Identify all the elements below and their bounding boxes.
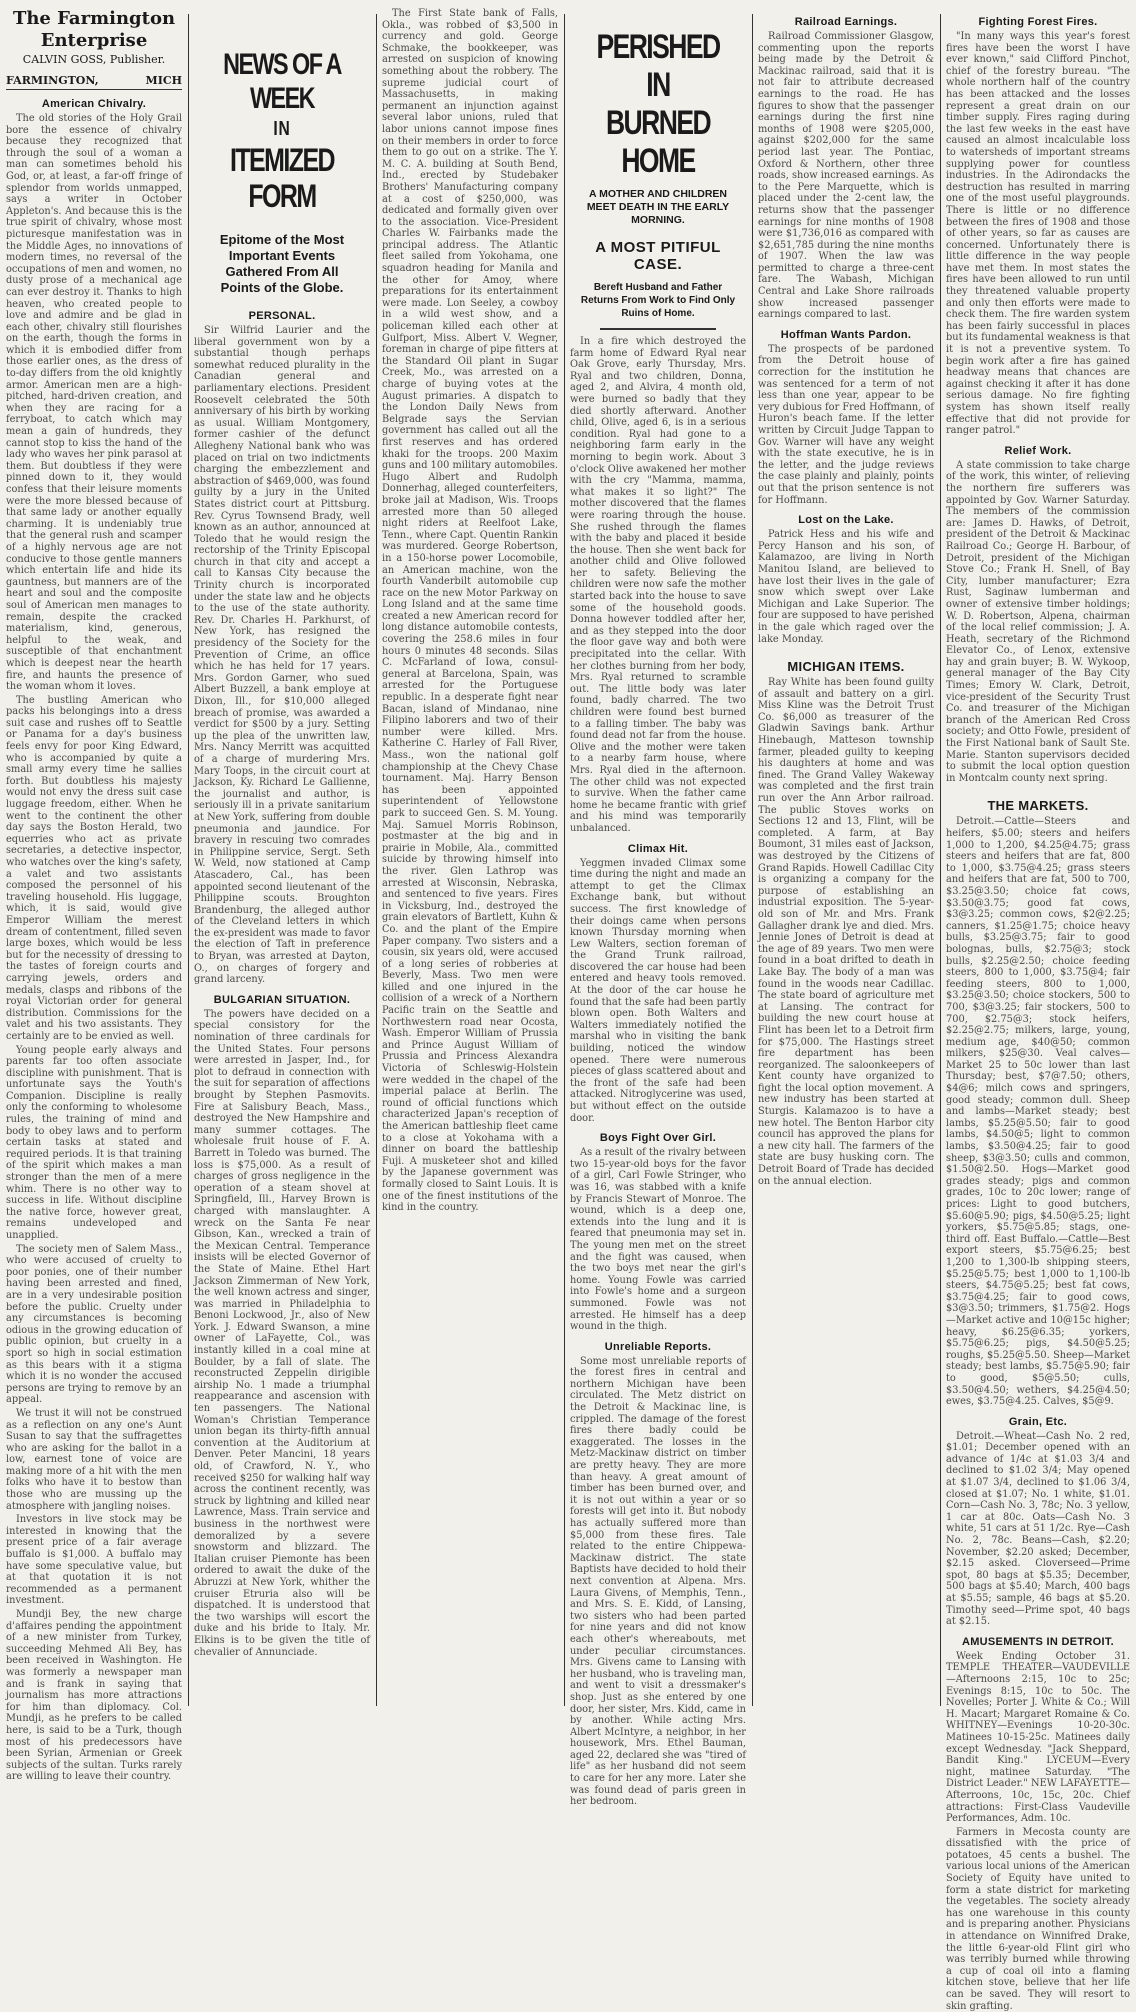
dateline-state: MICH — [145, 74, 182, 87]
section-title-bottom: ITEMIZED FORM — [229, 142, 334, 214]
article-body: Railroad Commissioner Glasgow, commenting upon the reports being made by the Detroit & Mackinac railroad, said that it is not fair to attribute decreased earnings to the road. He has figures to show that the passenger earnings during the first nine months of 1908 were $205,000, against $202,000 for the same period last year. The Pontiac, Oxford & Northern, other three roads, show increased earnings. As to the Pere Marquette, which is placed under the 2-cent law, the returns show that the passenger earnings for nine months of 1908 were $1,736,016 as compared with $2,651,785 during the nine months of 1907. When the law was permitted to charge a three-cent fare. The Wabash, Michigan Central and Lake Shore railroads show increased passenger earnings compared to last. — [758, 31, 934, 321]
column-rule — [564, 14, 565, 1706]
divider — [600, 328, 716, 330]
article-body: A state commission to take charge of the work, this winter, of relieving the northern fire sufferers was appointed by Gov. Warner Saturday. The members of the commission are: James D. Hawks, of Detroit, president of the Detroit & Mackinac Railroad Co.; George H. Barbour, of Detroit, president of the Michigan Stove Co.; Frank H. Snell, of Bay City, lumber manufacturer; Ezra Rust, Saginaw lumberman and owner of extensive timber holdings; W. D. Robertson, Alpena, chairman of the local relief commission; J. A. Heath, secretary of the Richmond Elevator Co., of Lenox, extensive hay and grain buyer; B. W. Wykoop, general manager of the Bay City Times; Emory W. Clark, Detroit, vice-president of the Security Trust Co. and treasurer of the Michigan branch of the American Red Cross society; and Otto Fowle, president of the First National bank of Sault Ste. Marie. Stanton supervisors decided to submit the local option question in Montcalm county next spring. — [946, 459, 1130, 784]
dateline-place: FARMINGTON, — [6, 74, 99, 87]
article-heading: Boys Fight Over Girl. — [599, 1132, 717, 1145]
section-title-top: NEWS OF A WEEK — [223, 48, 341, 115]
headline-deck: A MOTHER AND CHILDREN MEET DEATH IN THE EARLY MORNING. — [586, 188, 730, 226]
article-heading: American Chivalry. — [41, 98, 147, 110]
article-heading: Unreliable Reports. — [604, 1340, 712, 1353]
section-heading: THE MARKETS. — [987, 798, 1089, 814]
article-body: Investors in live stock may be interested in knowing that the present price of a fair average buffalo is $1,000. A buffalo may have some speculative value, but at that quotation it is not recommended as a permanent investment. — [6, 1514, 182, 1607]
article-heading: Grain, Etc. — [1008, 1415, 1068, 1428]
article-heading: Fighting Forest Fires. — [978, 16, 1098, 28]
article-body: Sir Wilfrid Laurier and the liberal government won by a substantial though perhaps somewhat reduced plurality in the Canadian general and parliamentary elections. President Roosevelt celebrated the 50th anniversary of his birth by working as usual. William Montgomery, former cashier of the defunct Allegheny National bank who was placed on trial on two indictments charging the embezzlement and abstraction of $469,000, was found guilty by a jury in the United States district court at Pittsburg. Rev. Cyrus Townsend Brady, well known as an author, announced at Toledo that he would resign the rectorship of the Trinity Episcopal church in that city and accept a call to Kansas City because the Trinity church is incorporated under the state law and he objects to the use of the state authority. Rev. Dr. Charles H. Parkhurst, of New York, has resigned the presidency of the Society for the Prevention of Crime, an office which he has held for 17 years. Mrs. Gordon Garner, who sued Albert Buzzell, a bank employe at Dixon, Ill., for $10,000 alleged breach of promise, was awarded a verdict for $500 by a jury. Setting up the plea of the unwritten law, Mrs. Nancy Merritt was acquitted of a charge of murdering Mrs. Mary Toops, in the circuit court at Jackson, Ky. Richard Le Gallienne, the journalist and author, is seriously ill in a private sanitarium at New York, suffering from double pneumonia and jaundice. For bravery in rescuing two comrades in Philippine service, Sergt. Seth W. Weld, now stationed at Camp Atascadero, Cal., has been appointed second lieutenant of the Philippine scouts. Broughton Brandenburg, the alleged author of the Cleveland letters in which the ex-president was made to favor the election of Taft in preference to Bryan, was arrested at Dayton, O., on charges of forgery and grand larceny. — [194, 325, 370, 986]
article-body: Mundji Bey, the new charge d'affaires pending the appointment of a new minister from Turkey, succeeding Mehmed Ali Bey, has been received in Washington. He was formerly a newspaper man and is frank in saying that journalism has more attractions for him than diplomacy. Col. Mundji, as he prefers to be called here, is said to be a Turk, though most of his predecessors have been Syrian, Armenian or Greek subjects of the sultan. Turks rarely are willing to leave their country. — [6, 1609, 182, 1783]
article-body: Ray White has been found guilty of assault and battery on a girl. Miss Kline was the Detroit Trust Co. $6,000 as treasurer of the Gladwin Savings bank. Arthur Hinebaugh, Matteson township farmer, pleaded guilty to keeping his daughters at home and was fined. The Grand Valley Wakeway was completed and the first train run over the Ann Arbor railroad. The public Stoves works on Sections 12 and 13, Flint, will be completed. A farm, at Bay Boumont, 31 miles east of Jackson, was destroyed by the Citizens of Grand Rapids. Howell Cadillac City is organizing a company for the purpose of establishing an industrial exposition. The 5-year-old son of Mr. and Mrs. Frank Gallagher drank lye and died. Mrs. Jennie Jones of Detroit is dead at the age of 89 years. Two men were found in a boat drifted to death in Lake Bay. The body of a man was found in the woods near Cadillac. The state board of agriculture met at Lansing. The contract for building the new court house at Flint has been let to a Detroit firm for $75,000. The Hastings street fire department has been reorganized. The saloonkeepers of Kent county have organized to fight the local option movement. A new industry has been started at Sturgis. Kalamazoo is to have a new hotel. The Benton Harbor city council has approved the plans for a new city hall. The farmers of the state are busy husking corn. The Detroit Board of Trade has decided on the annual election. — [758, 677, 934, 1187]
column-5 — [758, 8, 934, 1712]
market-report: Detroit.—Cattle—Steers and heifers, $5.00; steers and heifers 1,000 to 1,200, $4.25@4.75; grass steers and heifers that are fat, 800 to 1,000, $3.75@4.25; grass steers and heifers that are fat, 500 to 700, $3.25@3.50; choice fat cows, $3.50@3.75; good fat cows, $3@3.25; common cows, $2@2.25; canners, $1.25@1.75; choice heavy bulls, $3.25@3.75; fair to good bolognas, bulls, $2.75@3; stock bulls, $2.25@2.50; choice feeding steers, 800 to 1,000, $3.75@4; fair feeding steers, 800 to 1,000, $3.25@3.50; choice stockers, 500 to 700, $3@3.25; fair stockers, 500 to 700, $2.75@3; stock heifers, $2.25@2.75; milkers, large, young, medium age, $40@50; common milkers, $25@30. Veal calves—Market 25 to 50c lower than last Thursday; best, $7@7.50; others, $4@6; milch cows and springers, good steady; common dull. Sheep and lambs—Market steady; best lambs, $5.25@5.50; fair to good lambs, $4.50@5; light to common lambs, $3.50@4.25; fair to good sheep, $3@3.50; culls and common, $1.50@2.50. Hogs—Market good grades steady; pigs and common grades, 10c to 20c lower; range of prices: Light to good butchers, $5.60@5.90; pigs, $4.50@5.25; light yorkers, $5.75@5.85; stags, one-third off. East Buffalo.—Cattle—Best export steers, $5.75@6.25; best 1,200 to 1,300-lb shipping steers, $5.25@5.75; best 1,000 to 1,100-lb steers, $4.75@5.25; best fat cows, $3.75@4.25; fair to good cows, $3@3.50; trimmers, $1.75@2. Hogs—Market active and 10@15c higher; heavy, $6.25@6.35; yorkers, $5.75@6.25; pigs, $4.50@5.25; roughs, $5.25@5.50. Sheep—Market steady; best lambs, $5.75@5.90; fair to good, $5@5.50; culls, $3.50@4.50; wethers, $4.25@4.50; ewes, $3.75@4.25. Calves, $5@9. — [946, 816, 1130, 1408]
article-body: We trust it will not be construed as a reflection on any one's Aunt Susan to say that the suffragettes who are asking for the ballot in a low, earnest tone of voice are making more of a hit with the men folks who have it to bestow than those who are mussing up the atmosphere with jangling noises. — [6, 1407, 182, 1512]
headline-top: PERISHED IN — [596, 28, 720, 104]
article-body: The old stories of the Holy Grail bore the essence of chivalry because they recognized that through the soul of a woman a man can sometimes behold his God, or, at least, a far-off fringe of splendor from worlds unmapped, says a writer in October Appleton's. And because this is the true spirit of chivalry, whose most picturesque manifestation was in the Middle Ages, no innovations of modern times, no reversal of the occupations of men and women, no dusty prose of a mechanical age can ever destroy it. Thanks to high heaven, who created people to love and admire and be glad in each other, chivalry still flourishes on the earth, though the forms in which it is embodied differ from those earlier ones, as the dress of to-day differs from the old knightly armor. American men are a high-pitched, hard-driven creation, and when they are racing for a ferryboat, to catch which may mean a gain of hundreds, they cannot stop to kiss the hand of the lady who waves her pink parasol at them. But doubtless if they were pinned down to it, they would confess that their leisure moments were the more blessed because of that same lady or another equally charming. It is undeniably true that the general rush and scamper of a highly nervous age are not conducive to those gentle manners which entertain life and hide its gauntness, but manners are of the heart and soul and the composite soul of American men manages to remain, despite the cracked materialism, kind, generous, helpful to the weak, and susceptible of that enchantment which is deepest near the hearth fire, and haunts the presence of the woman whom it loves. — [6, 113, 182, 693]
headline-subhead: A MOST PITIFUL CASE. — [595, 239, 721, 273]
publisher-line: CALVIN GOSS, Publisher. — [22, 53, 166, 66]
article-body: The powers have decided on a special consistory for the nomination of three cardinals for the United States. Four persons were arrested in Jasper, Ind., for plot to defraud in connection with the suit for separation of affections brought by Stephen Pasmovits. Fire at Salisbury Beach, Mass., destroyed the New Hampshire and many summer cottages. The wholesale fruit house of F. A. Barrett in Toledo was burned. The loss is $75,000. As a result of charges of gross negligence in the operation of a steam shovel at Springfield, Ill., Harvey Brown is charged with manslaughter. A wreck on the Santa Fe near Gibson, Kan., wrecked a train of the Mexican Central. Temperance insists will be elected Governor of the State of Maine. Ethel Hart Jackson Zimmerman of New York, the well known actress and singer, was married in Philadelphia to Benoni Lockwood, Jr., also of New York. J. Edward Swanson, a mine owner of LaFayette, Col., was instantly killed in a coal mine at Boulder, by a fall of slate. The reconstructed Zeppelin dirigible airship No. 1 made a triumphal reappearance and ascension with ten passengers. The National Woman's Christian Temperance union began its thirty-fifth annual convention at the Auditorium at Denver. Peter Mancini, 18 years old, of Crawford, N. Y., who received $250 for walking half way across the continent recently, was struck by lightning and killed near Lawrence, Mass. Train service and business in the northwest were demoralized by a severe snowstorm and blizzard. The Italian cruiser Piemonte has been ordered to await the duke of the Abruzzi at New York, whither the cruiser Etruria also will be dispatched. It is understood that the two warships will escort the duke and his bride to Italy. Mr. Elkins is to be given the title of chevalier of Annunciade. — [194, 1008, 370, 1658]
article-body: The society men of Salem Mass., who were accused of cruelty to poor ponies, one of their number having been arrested and fined, are in a very undesirable position before the public. Cruelty under any circumstances is becoming odious in the growing education of public opinion, but cruelty in a sport so high in social estimation as this bears with it a stigma which it is no wonder the accused persons are trying to remove by an appeal. — [6, 1243, 182, 1406]
column-1 — [6, 8, 182, 1783]
column-6 — [946, 8, 1130, 2012]
article-body: Patrick Hess and his wife and Percy Hanson and his son, of Kalamazoo, are living in North Manitou Island, are believed to have lost their lives in the gale of snow which swept over Lake Michigan and Lake Superior. The four are supposed to have perished in the gale which raged over the lake Monday. — [758, 529, 934, 645]
article-heading: Lost on the Lake. — [798, 514, 894, 527]
article-heading: Relief Work. — [1004, 444, 1072, 457]
article-heading: AMUSEMENTS IN DETROIT. — [961, 1635, 1115, 1648]
article-body: The First State bank of Falls, Okla., was robbed of $3,500 in currency and gold. George Schmake, the bookkeeper, was arrested on suspicion of knowing something about the robbery. The supreme judicial court of Massachusetts, in making permanent an injunction against several labor unions, ruled that labor unions cannot impose fines on their members in order to force them to go out on a strike. The Y. M. C. A. building at South Bend, Ind., erected by Studebaker Brothers' Manufacturing company at a cost of $250,000, was dedicated and formally given over to the association. Vice-President Charles W. Fairbanks made the principal address. The Atlantic fleet sailed from Yokohama, one squadron heading for Manila and the other for Amoy, where preparations for its entertainment were made. Lon Seeley, a cowboy in a wild west show, and a policeman killed each other at Gulfport, Miss. Albert V. Wegner, foreman in charge of pipe fitters at the Standard Oil plant in Sugar Creek, Mo., was arrested on a charge of buying votes at the August primaries. A dispatch to the London Daily News from Belgrade says the Servian government has called out all the first reserves and has ordered khaki for the troops. 200 Maxim guns and 100 military automobiles. Hugo Albert and Rudolph Donnerhag, alleged counterfeiters, broke jail at Madison, Wis. Troops arrested more than 50 alleged night riders at Reelfoot Lake, Tenn., where Capt. Quentin Rankin was murdered. George Robertson, in a 150-horse power Locomobile, an American machine, won the fourth Vanderbilt automobile cup race on the new Motor Parkway on Long Island and at the same time created a new American record for long distance automobile contests, covering the 258.6 miles in four hours 0 minutes 48 seconds. Silas C. McFarland of Iowa, consul-general at Barcelona, Spain, was arrested for the Portuguese republic. In a desperate fight near Bacan, island of Mindanao, nine Filipino laborers and two of their number were killed. Mrs. Katherine C. Harley of Fall River, Mass., won the national golf championship at the Chevy Chase tournament. Maj. Harry Benson has been appointed superintendent of Yellowstone park to succeed Gen. S. M. Young. Maj. Samuel Morris Robinson, postmaster at the big and in prairie in Mobile, Ala., committed suicide by throwing himself into the river. Glen Lathrop was arrested at Wisconsin, Nebraska, and sentenced to five years. Fires in Vicksburg, Ind., destroyed the grain elevators of Bartlett, Kuhn & Co. and the plant of the Empire Paper company. Two sisters and a cousin, six years old, were accused of a long series of robberies at Beverly, Mass. Two men were killed and one injured in the collision of a wreck of a Northern Pacific train on the Seattle and Northwestern road near Ocosta, Wash. Emperor William of Prussia and Prince August William of Prussia and Princess Alexandra Victoria of Schleswig-Holstein were wedded in the chapel of the imperial palace at Berlin. The round of official functions which characterized Japan's reception of the American battleship fleet came to a close at Yokohama with a dinner on board the battleship Fuji. A musketeer shot and killed by the Japanese government was formally closed to Saint Louis. It is one of the finest institutions of the kind in the country. — [382, 8, 558, 1214]
market-report: Detroit.—Wheat—Cash No. 2 red, $1.01; December opened with an advance of 1/4c at $1.03 3/4 and declined to $1.02 3/4; May opened at $1.07 3/4, declined to $1.06 3/4, closed at $1.07; No. 1 white, $1.01. Corn—Cash No. 3, 78c; No. 3 yellow, 1 car at 80c. Oats—Cash No. 3 white, 51 cars at 51 1/2c. Rye—Cash No. 2, 78c. Beans—Cash, $2.20; November, $2.20 asked; December, $2.15 asked. Cloverseed—Prime spot, 80 bags at $5.35; December, 500 bags at $5.40; March, 400 bags at $5.55; sample, 46 bags at $5.20. Timothy seed—Prime spot, 40 bags at $2.15. — [946, 1430, 1130, 1628]
headline-deck-2: Bereft Husband and Father Returns From Work to Find Only Ruins of Home. — [580, 282, 736, 319]
article-heading: Climax Hit. — [627, 842, 689, 855]
headline — [589, 28, 726, 180]
section-deck: Epitome of the Most Important Events Gathered From All Points of the Globe. — [219, 232, 345, 295]
article-body: Yeggmen invaded Climax some time during the night and made an attempt to get the Climax Exchange bank, but without success. The first knowledge of their doings came when persons known Thursday morning when Lew Walters, section foreman of the Grand Trunk railroad, discovered the car house had been entered and heavy tools removed. At the door of the car house he found that the safe had been partly blown open. Both Walters and Walters immediately notified the marshal who in visiting the bank building, noticed the window opened. There were numerous pieces of glass scattered about and the front of the safe had been attacked. Nitroglycerine was used, but without effect on the outside door. — [570, 857, 746, 1124]
column-rule — [376, 14, 377, 1706]
article-heading: Railroad Earnings. — [794, 16, 898, 28]
article-body: Young people early always and parents far too often associate discipline with punishment. That is unfortunate says the Youth's Companion. Discipline is really only the conforming to wholesome rules, the training of mind and body to obey laws and to perform certain tasks at stated and required periods. It is that training of the spirit which makes a man stronger than the men of a mere whim. There is no other way to success in life. Without discipline the native force, however great, remains undeveloped and unapplied. — [6, 1044, 182, 1241]
amusements-listing: Week Ending October 31. TEMPLE THEATER—VAUDEVILLE—Afternoons 2:15, 10c to 25c; Evenings 8:15, 10c to 50c. The Novelles; Porter J. White & Co.; Will H. Macart; Margaret Romaine & Co. WHITNEY—Evenings 10-20-30c. Matinees 10-15-25c. Matinees daily except Wednesday. "Jack Sheppard, Bandit King." LYCEUM—Every night, matinee Saturday. "The District Leader." NEW LAFAYETTE—Afterroons, 10c, 15c, 20c. Chief attractions: First-Class Vaudeville Performances, Adm. 10c. — [946, 1650, 1130, 1825]
column-rule — [940, 14, 941, 1706]
article-heading: Hoffman Wants Pardon. — [780, 328, 912, 341]
article-body: As a result of the rivalry between two 15-year-old boys for the favor of a girl, Carl Fowle Stringer, who was 16, was stabbed with a knife by Francis Stewart of Monroe. The wound, which is a deep one, extends into the lung and it is feared that pneumonia may set in. The young men met on the street and the fight was caused, when the two boys met near the girl's home. Young Fowle was carried into Fowle's home and a surgeon summoned. Fowle was not arrested. He himself has a deep wound in the thigh. — [570, 1147, 746, 1333]
section-title — [213, 48, 350, 214]
column-rule — [752, 14, 753, 1706]
article-body: Some most unreliable reports of the forest fires in central and northern Michigan have been circulated. The Metz district on the Detroit & Mackinac line, is crippled. The damage of the forest fires there badly could be exaggerated. The losses in the Metz-Mackinaw district on timber are pretty heavy. They are more than heavy. A great amount of timber has been burned over, and it is not out within a year or so forests will get into it. But nobody has actually suffered more than $5,000 from these fires. Tale related to the entire Chippewa-Mackinaw district. The state Baptists have decided to hold their next convention at Alpena. Mrs. Laura Givens, of Memphis, Tenn., and Mrs. S. E. Kidd, of Lansing, two sisters who had been parted for nine years and did not know each other's whereabouts, met under peculiar circumstances. Mrs. Givens came to Lansing with her husband, who is traveling man, and went to visit a dressmaker's shop. Just as she entered by one door, her sister, Mrs. Kidd, came in by another. While acting Mrs. Albert McIntyre, a neighbor, in her housework, Mrs. Ethel Bauman, aged 22, declared she was "tired of life" as her husband did not seem to care for her any more. Later she was found dead of paris green in her bedroom. — [570, 1355, 746, 1808]
section-title-mid: IN — [273, 118, 291, 140]
column-4 — [570, 8, 746, 1808]
article-body: "In many ways this year's forest fires have been the worst I have ever known," said Clifford Pinchot, chief of the forestry bureau. "The whole northern half of the country has been attacked and the losses represent a great drain on our timber supply. Fires raging during the last few weeks in the east have caused an almost incalculable loss to watersheds of important streams supplying power for countless industries. In the Adirondacks the destruction has resulted in marring one of the most useful playgrounds. There is little or no difference between the fires of 1908 and those of other years, so far as causes are concerned. Unfortunately there is little difference in the way people have met them. In most states the fires have been allowed to run until they threatened valuable property and only then efforts were made to check them. The fire warden system has been fairly successful in places but its fundamental weakness is that it is not a preventive system. To begin work after a fire has gained headway means that chances are against checking it after it has done serious damage. No fire fighting system has shown itself really effective that did not provide for ranger patrol." — [946, 31, 1130, 437]
section-heading: MICHIGAN ITEMS. — [787, 659, 905, 675]
article-body: The bustling American who packs his belongings into a dress suit case and rushes off to Seattle or Panama for a day's business feels envy for poor King Edward, who is accompanied by quite a small army every time he sallies forth. But doubtless his majesty would not envy the dress suit case luggage freedom, either. When he went to the continent the other day says the Boston Herald, two equerries who act as private secretaries, a detective inspector, who watches over the king's safety, a valet and two assistants composed the personnel of his traveling household. His luggage, which, it is said, would give Emperor William the merest dream of contentment, filled seven large boxes, which would be less but for the necessity of dressing to the tastes of foreign courts and carrying jewels, orders and medals, clasps and ribbons of the royal Victorian order for general distribution. Commissions for the valet and his two assistants. They certainly are to be envied as well. — [6, 694, 182, 1042]
column-2 — [194, 8, 370, 1712]
article-body: The prospects of be pardoned from the Detroit house of correction for the institution he was sentenced for a term of not less than one year, appear to be very dubious for Fred Hoffmann, of Huron's beach fame. If the letter written by Circuit Judge Tappan to Gov. Warner will have any weight with the state executive, he is in the letter, and the judge reviews the case plainly and plainly, points out that the prison sentence is not for Hoffmann. — [758, 343, 934, 506]
article-heading: BULGARIAN SITUATION. — [213, 993, 351, 1006]
dateline — [6, 74, 182, 90]
article-heading: PERSONAL. — [248, 310, 316, 322]
column-rule — [188, 14, 189, 1706]
article-body: In a fire which destroyed the farm home of Edward Ryal near Oak Grove, early Thursday, Mrs. Ryal and two children, Donna, aged 2, and Alvira, 4 month old, were burned so badly that they died shortly afterward. Another child, Olive, aged 6, is in a serious condition. Ryal had gone to a neighboring farm early in the morning to begin work. About 3 o'clock Olive awakened her mother with the cry "Mamma, mamma, what makes it so light?" The mother discovered that the flames were roaring through the house. She rushed through the flames with the baby and placed it beside the house. Then she went back for another child and Olive followed her to safety. Believing the children were now safe the mother started back into the house to save some of the household goods. Donna however toddled after her, and as they stepped into the door the floor gave way and both were precipitated into the cellar. With her clothes burning from her body, Mrs. Ryal returned to scramble out. The little body was later found, badly charred. The two children were found best burned to a falling timber. The baby was found dead not far from the house. Olive and the mother were taken to a nearby farm house, where Mrs. Ryal died in the afternoon. The other child was not expected to survive. When the father came home he became frantic with grief and his mind was temporarily unbalanced. — [570, 336, 746, 834]
headline-bottom: BURNED HOME — [605, 104, 711, 180]
article-body: Farmers in Mecosta county are dissatisfied with the price of potatoes, 45 cents a bushel. The various local unions of the American Society of Equity have united to form a state district for marketing the vegetables. The society already has one warehouse in this county and is preparing another. Physicians in attendance on Winnifred Drake, the little 6-year-old Flint girl who was terribly burned while throwing a cup of coal oil into a flaming kitchen stove, believe that her life can be saved. They will resort to skin grafting. — [946, 1826, 1130, 2012]
masthead: The Farmington Enterprise — [12, 8, 176, 51]
column-3 — [382, 8, 558, 1712]
